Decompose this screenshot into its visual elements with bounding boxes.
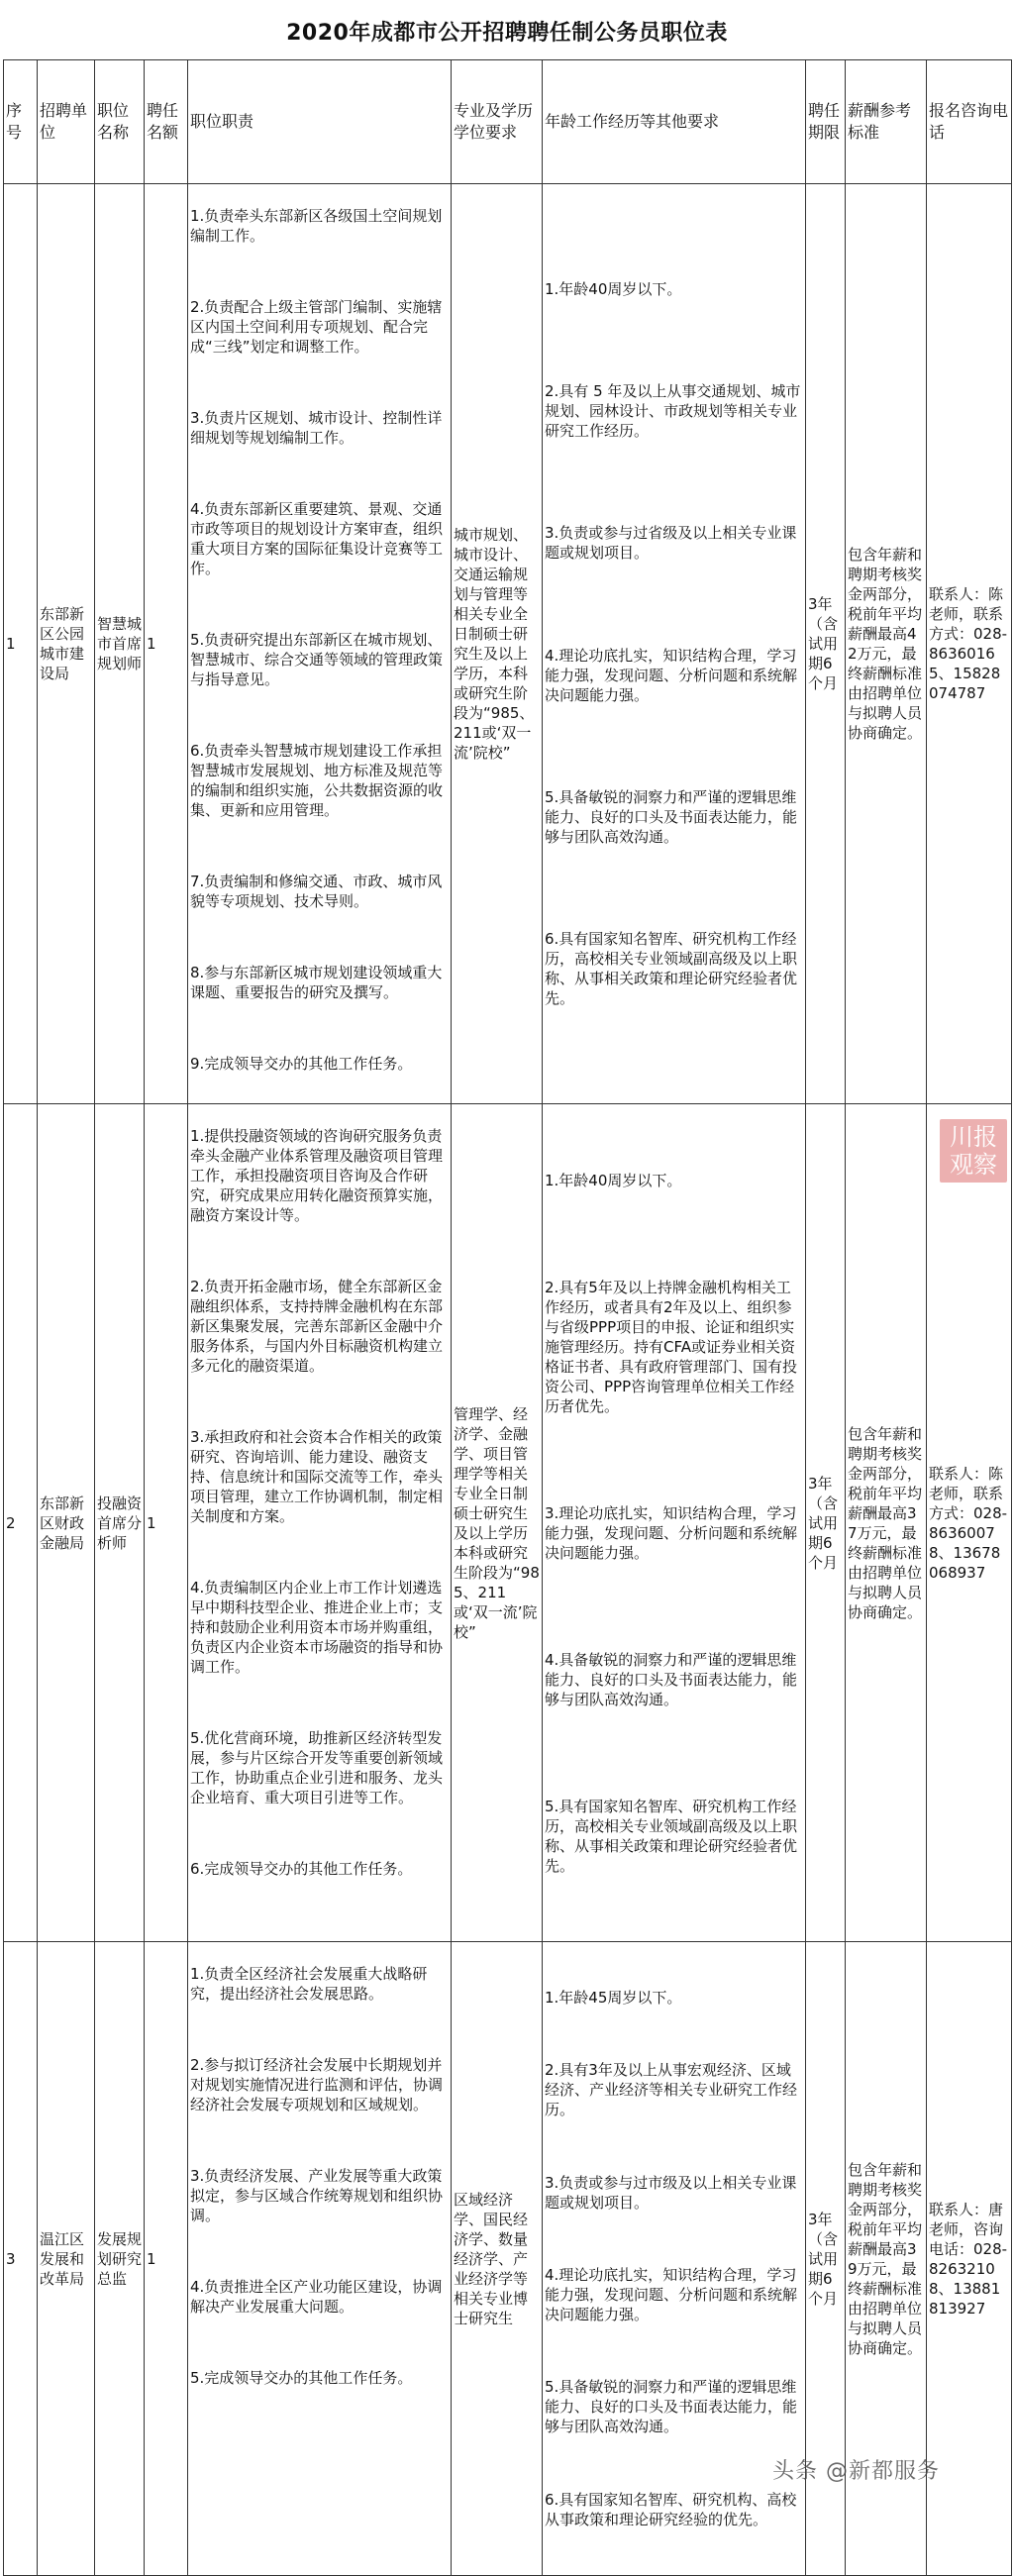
duty-item: 8.参与东部新区城市规划建设领域重大课题、重要报告的研究及撰写。 bbox=[190, 964, 443, 1001]
duty-item: 5.完成领导交办的其他工作任务。 bbox=[190, 2369, 413, 2387]
term-cell: 3年（含试用期6个月 bbox=[806, 1104, 846, 1942]
duty-item: 7.负责编制和修编交通、市政、城市风貌等专项规划、技术导则。 bbox=[190, 873, 443, 910]
requirement-item: 6.具有国家知名智库、研究机构、高校从事政策和理论研究经验的优先。 bbox=[545, 2490, 797, 2528]
duty-item: 5.负责研究提出东部新区在城市规划、智慧城市、综合交通等领域的管理政策与指导意见。 bbox=[190, 631, 444, 688]
duty-item: 2.负责开拓金融市场，健全东部新区金融组织体系，支持持牌金融机构在东部新区集聚发展，完善东部新区金融中介服务体系，与国内外目标融资机构建立多元化的融资渠道。 bbox=[190, 1278, 444, 1375]
seal-stamp-icon bbox=[940, 1119, 1007, 1183]
requirements-cell bbox=[543, 1942, 806, 2576]
position-cell: 投融资首席分析师 bbox=[95, 1104, 145, 1942]
requirement-item: 5.具有国家知名智库、研究机构工作经历，高校相关专业领域副高级及以上职称、从事相关政策和理论研究经验者优先。 bbox=[545, 1797, 798, 1875]
duty-item: 3.承担政府和社会资本合作相关的政策研究、咨询培训、能力建设、融资支持、信息统计和国际交流等工作，牵头项目管理，建立工作协调机制，制定相关制度和方案。 bbox=[190, 1428, 444, 1525]
duty-item: 3.负责片区规划、城市设计、控制性详细规划等规划编制工作。 bbox=[190, 409, 443, 447]
header-salary: 薪酬参考标准 bbox=[846, 60, 927, 184]
requirement-item: 5.具备敏锐的洞察力和严谨的逻辑思维能力、良好的口头及书面表达能力，能够与团队高效沟通。 bbox=[545, 2378, 798, 2436]
duty-item: 4.负责东部新区重要建筑、景观、交通市政等项目的规划设计方案审查，组织重大项目方案的国际征集设计竞赛等工作。 bbox=[190, 500, 444, 577]
term-cell: 3年（含试用期6个月 bbox=[806, 184, 846, 1104]
header-contact: 报名咨询电话 bbox=[927, 60, 1012, 184]
requirement-item: 3.负责或参与过市级及以上相关专业课题或规划项目。 bbox=[545, 2173, 797, 2212]
requirement-item: 2.具有5年及以上持牌金融机构相关工作经历，或者具有2年及以上、组织参与省级PPP项目的申报、论证和组织实施管理经历。持有CFA或证券业相关资格证书者、具有政府管理部门、国有投资公司、PPP咨询管理单位相关工作经历者优先。 bbox=[545, 1278, 798, 1415]
salary-cell: 包含年薪和聘期考核奖金两部分，税前年平均薪酬最高37万元，最终薪酬标准由招聘单位与拟聘人员协商确定。 bbox=[846, 1104, 927, 1942]
requirement-item: 1.年龄40周岁以下。 bbox=[545, 279, 682, 298]
term-cell: 3年（含试用期6个月 bbox=[806, 1942, 846, 2576]
requirement-item: 1.年龄45周岁以下。 bbox=[545, 1989, 682, 2008]
position-table bbox=[3, 59, 1012, 2576]
header-seq: 序号 bbox=[4, 60, 38, 184]
requirement-item: 2.具有3年及以上从事宏观经济、区域经济、产业经济等相关专业研究工作经历。 bbox=[545, 2061, 798, 2119]
duty-item: 1.负责牵头东部新区各级国土空间规划编制工作。 bbox=[190, 207, 443, 245]
requirement-item: 2.具有 5 年及以上从事交通规划、城市规划、园林设计、市政规划等相关专业研究工作经历。 bbox=[545, 381, 801, 440]
requirement-item: 1.年龄40周岁以下。 bbox=[545, 1171, 682, 1189]
duty-item: 5.优化营商环境，助推新区经济转型发展，参与片区综合开发等重要创新领域工作，协助重点企业引进和服务、龙头企业培育、重大项目引进等工作。 bbox=[190, 1729, 444, 1806]
education-cell: 城市规划、城市设计、交通运输规划与管理等相关专业全日制硕士研究生及以上学历，本科或研究生阶段为“985、211或‘双一流’院校” bbox=[452, 184, 543, 1104]
page-title: 2020年成都市公开招聘聘任制公务员职位表 bbox=[286, 21, 728, 46]
header-requirements: 年龄工作经历等其他要求 bbox=[543, 60, 806, 184]
education-cell: 管理学、经济学、金融学、项目管理学等相关专业全日制硕士研究生及以上学历本科或研究生阶段为“985、211或‘双一流’院校” bbox=[452, 1104, 543, 1942]
header-term: 聘任期限 bbox=[806, 60, 846, 184]
duty-item: 1.负责全区经济社会发展重大战略研究，提出经济社会发展思路。 bbox=[190, 1965, 428, 2003]
seq-cell: 3 bbox=[4, 1942, 38, 2576]
watermark: 头条 @新都服务 bbox=[772, 2459, 940, 2484]
seal-line-2: 观察 bbox=[950, 1151, 997, 1179]
header-education: 专业及学历学位要求 bbox=[452, 60, 543, 184]
duty-item: 6.完成领导交办的其他工作任务。 bbox=[190, 1860, 413, 1878]
table-row bbox=[4, 184, 1012, 1104]
quota-cell: 1 bbox=[145, 1104, 188, 1942]
duty-item: 2.参与拟订经济社会发展中长期规划并对规划实施情况进行监测和评估，协调经济社会发展专项规划和区域规划。 bbox=[190, 2056, 444, 2113]
seq-cell: 1 bbox=[4, 184, 38, 1104]
duty-item: 3.负责经济发展、产业发展等重大政策拟定，参与区域合作统筹规划和组织协调。 bbox=[190, 2167, 444, 2224]
duty-item: 2.负责配合上级主管部门编制、实施辖区内国土空间利用专项规划、配合完成“三线”划定和调整工作。 bbox=[190, 298, 443, 356]
unit-cell: 东部新区公园城市建设局 bbox=[38, 184, 95, 1104]
salary-cell: 包含年薪和聘期考核奖金两部分，税前年平均薪酬最高39万元，最终薪酬标准由招聘单位与拟聘人员协商确定。 bbox=[846, 1942, 927, 2576]
education-cell: 区域经济学、国民经济学、数量经济学、产业经济学等相关专业博士研究生 bbox=[452, 1942, 543, 2576]
unit-cell: 温江区发展和改革局 bbox=[38, 1942, 95, 2576]
contact-cell: 联系人：唐老师，咨询电话：028-82632108、13881813927 bbox=[927, 1942, 1012, 2576]
requirements-cell bbox=[543, 184, 806, 1104]
contact-cell: 联系人：陈老师，联系方式：028-86360165、15828074787 bbox=[927, 184, 1012, 1104]
quota-cell: 1 bbox=[145, 1942, 188, 2576]
contact-cell: 联系人：陈老师，联系方式：028-86360078、13678068937 bbox=[927, 1104, 1012, 1942]
requirement-item: 3.负责或参与过省级及以上相关专业课题或规划项目。 bbox=[545, 524, 797, 563]
unit-cell: 东部新区财政金融局 bbox=[38, 1104, 95, 1942]
duties-cell bbox=[188, 184, 452, 1104]
requirements-cell bbox=[543, 1104, 806, 1942]
duty-item: 1.提供投融资领域的咨询研究服务负责牵头金融产业体系管理及融资项目管理工作，承担投融资项目咨询及合作研究，研究成果应用转化融资预算实施，融资方案设计等。 bbox=[190, 1127, 444, 1224]
requirement-item: 3.理论功底扎实，知识结构合理，学习能力强，发现问题、分析问题和系统解决问题能力强。 bbox=[545, 1503, 798, 1562]
duty-item: 9.完成领导交办的其他工作任务。 bbox=[190, 1055, 413, 1073]
duty-item: 4.负责编制区内企业上市工作计划遴选早中期科技型企业、推进企业上市；支持和鼓励企业利用资本市场并购重组，负责区内企业资本市场融资的指导和协调工作。 bbox=[190, 1579, 444, 1676]
duties-cell bbox=[188, 1942, 452, 2576]
requirement-item: 4.理论功底扎实，知识结构合理，学习能力强，发现问题、分析问题和系统解决问题能力强。 bbox=[545, 646, 798, 704]
header-row bbox=[4, 60, 1012, 184]
requirement-item: 6.具有国家知名智库、研究机构工作经历，高校相关专业领域副高级及以上职称、从事相关政策和理论研究经验者优先。 bbox=[545, 930, 798, 1008]
seal-line-1: 川报 bbox=[950, 1123, 997, 1151]
duty-item: 6.负责牵头智慧城市规划建设工作承担智慧城市发展规划、地方标准及规范等的编制和组织实施，公共数据资源的收集、更新和应用管理。 bbox=[190, 742, 444, 819]
salary-cell: 包含年薪和聘期考核奖金两部分，税前年平均薪酬最高42万元，最终薪酬标准由招聘单位与拟聘人员协商确定。 bbox=[846, 184, 927, 1104]
header-position: 职位名称 bbox=[95, 60, 145, 184]
duty-item: 4.负责推进全区产业功能区建设，协调解决产业发展重大问题。 bbox=[190, 2278, 443, 2316]
quota-cell: 1 bbox=[145, 184, 188, 1104]
position-cell: 发展规划研究总监 bbox=[95, 1942, 145, 2576]
header-duties: 职位职责 bbox=[188, 60, 452, 184]
table-row bbox=[4, 1104, 1012, 1942]
position-cell: 智慧城市首席规划师 bbox=[95, 184, 145, 1104]
requirement-item: 5.具备敏锐的洞察力和严谨的逻辑思维能力、良好的口头及书面表达能力，能够与团队高效沟通。 bbox=[545, 787, 798, 846]
requirement-item: 4.理论功底扎实，知识结构合理，学习能力强，发现问题、分析问题和系统解决问题能力强。 bbox=[545, 2266, 798, 2324]
seq-cell: 2 bbox=[4, 1104, 38, 1942]
requirement-item: 4.具备敏锐的洞察力和严谨的逻辑思维能力、良好的口头及书面表达能力，能够与团队高效沟通。 bbox=[545, 1650, 798, 1708]
header-unit: 招聘单位 bbox=[38, 60, 95, 184]
duties-cell bbox=[188, 1104, 452, 1942]
header-quota: 聘任名额 bbox=[145, 60, 188, 184]
